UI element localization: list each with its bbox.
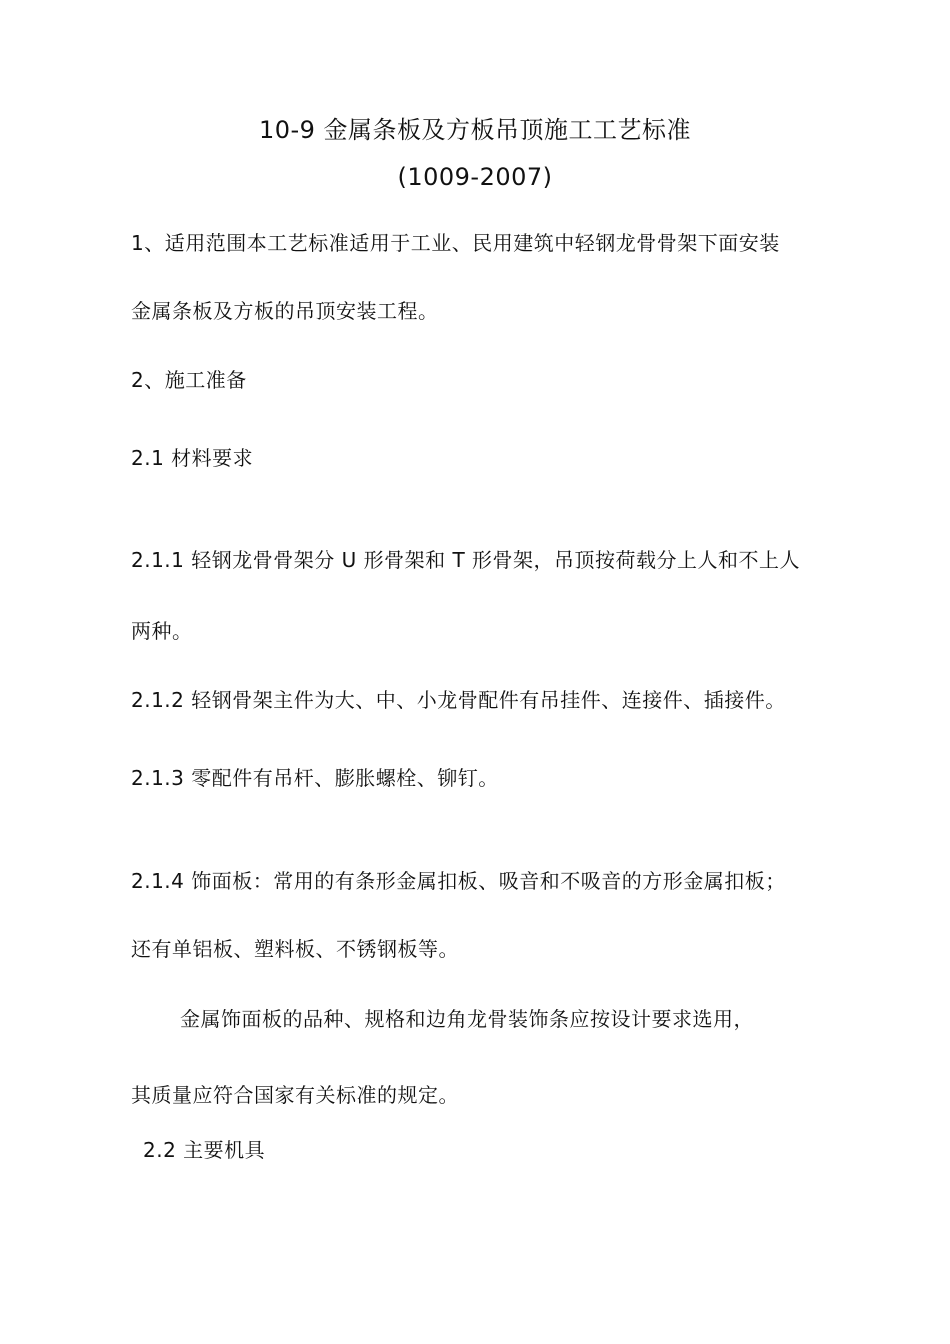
section-2-1-1-line1: 2.1.1 轻钢龙骨骨架分 U 形骨架和 T 形骨架，吊顶按荷载分上人和不上人 (131, 548, 801, 572)
section-2-1-4-line2: 还有单铝板、塑料板、不锈钢板等。 (131, 937, 459, 961)
section-2-1-heading: 2.1 材料要求 (131, 446, 254, 470)
section-2-1-2: 2.1.2 轻钢骨架主件为大、中、小龙骨配件有吊挂件、连接件、插接件。 (131, 688, 786, 712)
section-2-1-4-line1: 2.1.4 饰面板：常用的有条形金属扣板、吸音和不吸音的方形金属扣板； (131, 869, 786, 893)
material-note-line1: 金属饰面板的品种、规格和边角龙骨装饰条应按设计要求选用， (180, 1007, 754, 1031)
document-title: 10-9 金属条板及方板吊顶施工工艺标准 (258, 116, 692, 144)
section-2-heading: 2、施工准备 (131, 368, 247, 392)
section-2-1-1-line2: 两种。 (131, 619, 193, 643)
section-1-text-line1: 1、适用范围本工艺标准适用于工业、民用建筑中轻钢龙骨骨架下面安装 (131, 231, 780, 255)
document-standard-number: (1009-2007) (397, 163, 553, 191)
section-2-1-3: 2.1.3 零配件有吊杆、膨胀螺栓、铆钉。 (131, 766, 499, 790)
section-2-2-heading: 2.2 主要机具 (143, 1138, 266, 1162)
section-1-text-line2: 金属条板及方板的吊顶安装工程。 (131, 299, 439, 323)
material-note-line2: 其质量应符合国家有关标准的规定。 (131, 1083, 459, 1107)
